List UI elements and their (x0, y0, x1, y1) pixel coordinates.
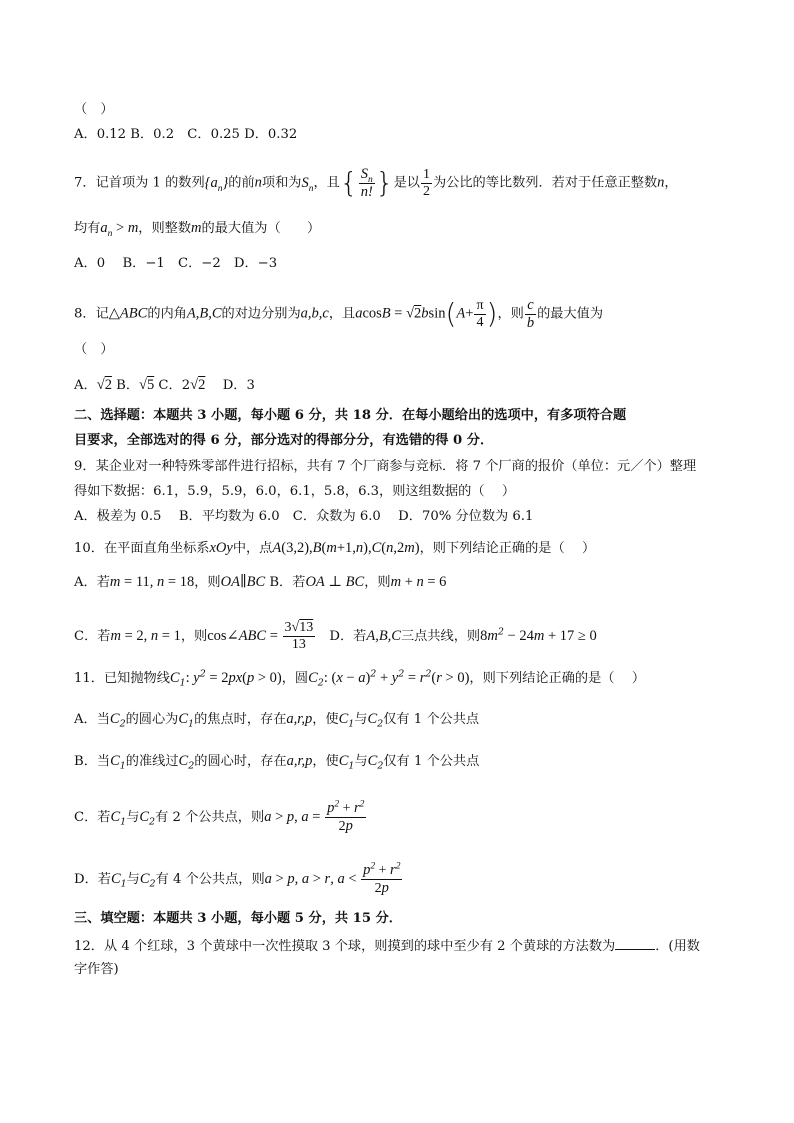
question-7-line2: 均有$a_n > m$，则整数m的最大值为（ ） (74, 220, 321, 239)
prev-question-options: A．0.12 B．0.2 C．0.25 D．0.32 (74, 127, 298, 142)
question-11-option-c: C．若$C_1$与$C_2$有 2 个公共点，则a > p, a = $\frac{p^2 + r^2}{2p}$ (74, 799, 365, 835)
prev-question-paren: （ ） (74, 102, 114, 117)
question-8-line1: 8．记△ABC的内角A,B,C的对边分别为a,b,c，且acosB = √2bsin(A+ $\frac{\pi}{4}$ )，则 $\frac{c}{b}$ 的最大值为 (74, 297, 604, 331)
pi-over-4: $\frac{\pi}{4}$ (476, 297, 484, 330)
question-10-line1: 10．在平面直角坐标系xOy中，点A(3,2),B(m+1,n),C(n,2m)，则下列结论正确的是（ ） (74, 540, 596, 556)
question-11-option-b: B．当$C_1$的准线过$C_2$的圆心时，存在a,r,p，使$C_1$与$C_2$仅有 1 个公共点 (74, 753, 480, 772)
ratio-half: $\frac{1}{2}$ (422, 166, 430, 199)
question-7-options: A．0 B．−1 C．−2 D．−3 (74, 256, 278, 271)
answer-blank[interactable] (615, 938, 655, 950)
question-8-options: A．√2 B．√5 C．2√2 D．3 (74, 377, 255, 393)
question-10-options-cd: C．若m = 2, n = 1，则cos∠ABC = $\frac{3√13}{13}$ D．若A,B,C三点共线，则$8m^2 - 24m + 17 \ge 0$ (74, 620, 597, 653)
question-11-line1: 11．已知抛物线$C_1$: $y^2 = 2px(p > 0)$，圆$C_2$: $(x - a)^2 + y^2 = r^2(r > 0)$，则下列结论正确的是（ ） (74, 668, 646, 689)
question-8-paren: （ ） (74, 342, 114, 357)
question-9-options: A．极差为 0.5 B．平均数为 6.0 C．众数为 6.0 D．70% 分位数为 6.1 (74, 509, 534, 524)
question-12-line1: 12．从 4 个红球，3 个黄球中一次性摸取 3 个球，则摸到的球中至少有 2 个黄球的方法数为 ．(用数 (74, 939, 700, 954)
c-fraction: $\frac{p^2 + r^2}{2p}$ (327, 799, 365, 835)
sn-over-nfact: $\frac{S_n}{n!}$ (360, 166, 373, 200)
section-3-heading: 三、填空题：本题共 3 小题，每小题 5 分，共 15 分． (74, 911, 402, 926)
question-10-options-ab: A．若m = 11, n = 18，则OA∥BC B．若OA ⊥ BC，则m + n = 6 (74, 574, 447, 590)
c-over-b: $\frac{c}{b}$ (526, 297, 535, 331)
question-9-line2: 得如下数据：6.1，5.9，5.9，6.0，6.1，5.8，6.3，则这组数据的（ ） (74, 484, 516, 499)
question-11-option-a: A．当$C_2$的圆心为$C_1$的焦点时，存在a,r,p，使$C_1$与$C_2$仅有 1 个公共点 (74, 711, 480, 730)
section-2-heading-line1: 二、选择题：本题共 3 小题，每小题 6 分，共 18 分．在每小题给出的选项中，有多项符合题 (74, 408, 627, 423)
question-12-line2: 字作答) (74, 962, 119, 977)
cos-value: $\frac{3√13}{13}$ (284, 620, 314, 653)
d-fraction: $\frac{p^2 + r^2}{2p}$ (363, 861, 401, 897)
question-7-line1: 7．记首项为 1 的数列$\{a_n\}$的前n项和为$S_n$，且{ $\frac{S_n}{n!}$ }是以 $\frac{1}{2}$ 为公比的等比数列．若对于任意正整数n， (74, 166, 678, 200)
section-2-heading-line2: 目要求，全部选对的得 6 分，部分选对的得部分分，有选错的得 0 分． (74, 433, 494, 448)
question-9-line1: 9．某企业对一种特殊零部件进行招标，共有 7 个厂商参与竞标．将 7 个厂商的报价（单位：元／个）整理 (74, 459, 697, 474)
question-11-option-d: D．若$C_1$与$C_2$有 4 个公共点，则a > p, a > r, a < $\frac{p^2 + r^2}{2p}$ (74, 861, 401, 897)
